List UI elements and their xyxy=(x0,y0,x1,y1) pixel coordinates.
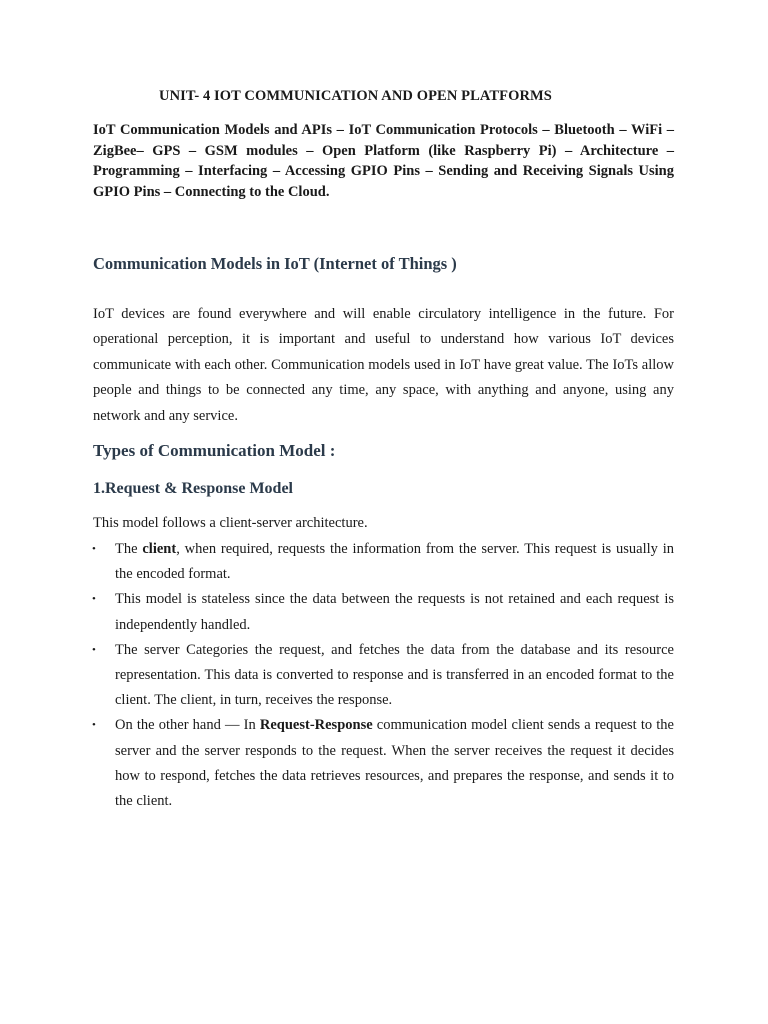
bullet-dot-icon: • xyxy=(92,543,96,555)
unit-title: UNIT- 4 IOT COMMUNICATION AND OPEN PLATFORMS xyxy=(159,88,552,104)
bullet-dot-icon: • xyxy=(92,643,96,656)
bullet-item xyxy=(93,638,674,714)
model-intro-text: This model follows a client-server architecture. xyxy=(93,515,368,531)
bold-term: Request-Response xyxy=(259,717,373,734)
bullet-text: This model is stateless since the data between the requests is not retained and each request is independently handled. xyxy=(115,591,674,633)
heading-types-of-communication-model: Types of Communication Model : xyxy=(93,441,336,460)
bullet-text: On the other hand — In Request-Response communication model client sends a request to the server and the server responds to the request. When the server receives the request it decides how to respond, fetches the data retrieves resources, and prepares the response, and sends it to the client. xyxy=(115,717,674,810)
bullet-item xyxy=(93,713,674,814)
intro-paragraph: IoT devices are found everywhere and will enable circulatory intelligence in the future. For operational perception, it is important and useful to understand how various IoT devices communicate with each other. Communication models used in IoT have great value. The IoTs allow people and things to be connected any time, any space, with anything and anyone, using any network and any service. xyxy=(93,306,674,424)
bullet-dot-icon: • xyxy=(92,593,96,606)
topics-summary: IoT Communication Models and APIs – IoT Communication Protocols – Bluetooth – WiFi – ZigBee– GPS – GSM modules – Open Platform (like Raspberry Pi) – Architecture – Programming – Interfacing – Accessing GPIO Pins – Sending and Receiving Signals Using GPIO Pins – Connecting to the Cloud. xyxy=(93,122,674,200)
bullet-list xyxy=(93,537,674,814)
heading-request-response-model: 1.Request & Response Model xyxy=(93,480,293,497)
bullet-dot-icon: • xyxy=(92,719,96,732)
bullet-item xyxy=(93,587,674,637)
bold-term: client xyxy=(142,541,177,557)
bullet-item xyxy=(93,537,674,587)
heading-communication-models: Communication Models in IoT (Internet of Things ) xyxy=(93,254,457,273)
bullet-text: The client, when required, requests the information from the server. This request is usually in the encoded format. xyxy=(115,541,674,583)
bullet-text: The server Categories the request, and fetches the data from the database and its resource representation. This data is converted to response and is transferred in an encoded format to the client. The client, in turn, receives the response. xyxy=(115,641,674,709)
